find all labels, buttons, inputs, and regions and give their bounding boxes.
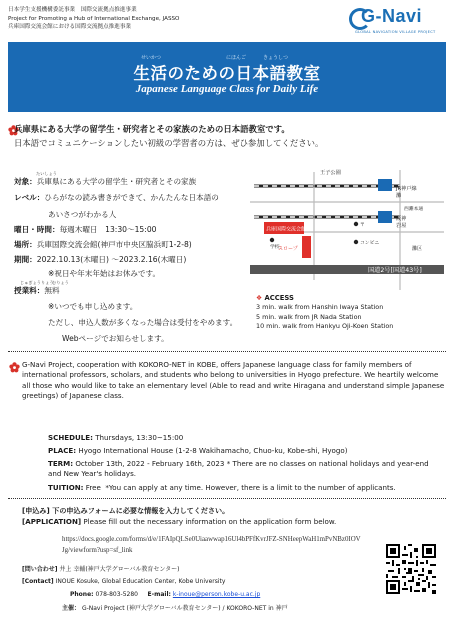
page-title-en: Japanese Language Class for Daily Life bbox=[135, 83, 319, 95]
project-header bbox=[8, 6, 308, 32]
en-term-value: October 13th, 2022 - February 16th, 2023 bbox=[75, 459, 225, 468]
jp-place-value: 兵庫国際交流会館(神戸市中央区脇浜町1-2-8) bbox=[36, 240, 192, 249]
en-term-row bbox=[48, 459, 438, 480]
jp-web-note: Webページでお知らせします。 bbox=[62, 334, 169, 343]
header-line-2: Project for Promoting a Hub of International Exchange, JASSO bbox=[8, 15, 180, 22]
ruby-free: むりょう bbox=[52, 280, 69, 285]
jp-fee-label: 授業料： bbox=[14, 286, 45, 295]
contact-label: [Contact] bbox=[22, 578, 54, 585]
access-title-text: ACCESS bbox=[264, 294, 294, 302]
jp-time-row bbox=[14, 225, 157, 235]
en-tuition-note: *You can apply at any time. However, there is a limit to the number of applicants. bbox=[105, 483, 396, 492]
jp-level-value-1: ひらがなの読み書きができて、かんたんな日本語の bbox=[44, 193, 219, 202]
logo-subtitle: GLOBAL NAVIGATION VILLAGE PROJECT bbox=[355, 30, 436, 34]
apply-en-text: Please fill out the necessary information on the application form below. bbox=[83, 517, 337, 526]
jp-target-value: 兵庫県にある大学の留学生・研究者とその家族 bbox=[36, 177, 197, 186]
email-label: E-mail: bbox=[147, 591, 171, 598]
map-oji-label: 王子公園 bbox=[320, 170, 341, 176]
map-slope-label: スロープ bbox=[278, 246, 298, 252]
application-form-link[interactable]: https://docs.google.com/forms/d/e/1FAIpQLSe0Uiaawwap16Ul4bPFfKvrJFZ-SNHeepWaH1mPvNBz0IOVJg/viewform?usp=sf_link bbox=[62, 536, 361, 554]
map-iwaya-label: 岩屋 bbox=[396, 223, 407, 229]
header-line-1: 日本学生支援機構委託事業 国際交流拠点推進事業 bbox=[8, 7, 137, 13]
jp-period-label: 期間： bbox=[14, 255, 37, 264]
map-route43-label: 国道2号[国道43号] bbox=[368, 267, 422, 274]
section-divider-1 bbox=[8, 351, 446, 352]
en-term-note: * There are no classes on national holidays and year-end and New Year's holidays. bbox=[48, 459, 429, 479]
map-nada-label: 灘 bbox=[396, 193, 402, 199]
ruby-target: たいしょう bbox=[36, 171, 57, 176]
contact-row bbox=[22, 577, 225, 586]
access-line-3: 10 min. walk from Hankyu Oji-Koen Station bbox=[256, 322, 394, 331]
en-intro-paragraph: G-Navi Project, cooperation with KOKORO-NET in KOBE, offers Japanese language class for family members of international professors, scholars, and students who belong to universities in Hyogo prefecture. We heartily welcome all those who would like to take an elementary level (Able to read and write Hiragana and understand simple Japanese greetings) of Japanese class. bbox=[22, 360, 445, 400]
section-divider-2 bbox=[8, 498, 446, 499]
access-title: ❖ ACCESS bbox=[256, 294, 294, 302]
jp-intro-line-1: 兵庫県にある大学の留学生・研究者とその家族のための日本語教室です。 bbox=[14, 124, 290, 134]
en-term-label: TERM: bbox=[48, 459, 74, 468]
logo-text: G-Navi bbox=[361, 6, 423, 26]
jp-time-label: 曜日・時間： bbox=[14, 225, 60, 234]
jp-target-row bbox=[14, 177, 196, 187]
apply-en-label: [APPLICATION] bbox=[22, 517, 82, 526]
jp-apply-note-1: ※いつでも申し込めます。 bbox=[48, 302, 138, 311]
flower-icon-en bbox=[9, 362, 20, 373]
jp-fee-value: 無料 bbox=[44, 286, 60, 295]
map-jr-label: JR神戸線 bbox=[396, 186, 417, 192]
map-building-marker bbox=[302, 236, 311, 258]
jp-intro-line-2: 日本語でコミュニケーションしたい初級の学習者の方は、ぜひ参加してください。 bbox=[14, 138, 324, 148]
phone-label: Phone: bbox=[70, 591, 94, 598]
map-school-label: 学校 bbox=[270, 245, 280, 250]
page-title-jp: 生活のための日本語教室 bbox=[133, 64, 321, 83]
access-map bbox=[250, 162, 444, 290]
title-ruby-nihongo: にほんご bbox=[226, 55, 247, 61]
access-line-2: 5 min. walk from JR Nada Station bbox=[256, 312, 362, 321]
host-label: 主催： bbox=[62, 605, 81, 612]
apply-jp-line: [申込み] 下の申込みフォームに必要な情報を入力してください。 bbox=[22, 506, 230, 515]
g-navi-logo bbox=[349, 6, 444, 38]
jp-fee-row bbox=[14, 286, 60, 296]
map-conbini-label: コンビニ bbox=[360, 241, 380, 246]
jp-level-label: レベル： bbox=[14, 193, 45, 202]
title-ruby-seikatsu: せいかつ bbox=[141, 55, 162, 61]
jp-period-row bbox=[14, 255, 186, 265]
jp-period-value: 2022.10.13(木曜日) ～2023.2.16(木曜日) bbox=[36, 255, 187, 264]
jp-apply-note-2: ただし、申込人数が多くなった場合は受付をやめます。 bbox=[48, 318, 238, 327]
phone-email-row bbox=[70, 590, 260, 599]
inquiry-row bbox=[22, 565, 179, 574]
jp-place-label: 場所： bbox=[14, 240, 37, 249]
en-tuition-value: Free bbox=[85, 483, 101, 492]
title-banner bbox=[8, 42, 446, 112]
ruby-fee: じゅぎょうりょう bbox=[20, 280, 54, 285]
map-post-label: 〒 bbox=[360, 223, 365, 228]
host-row bbox=[62, 604, 288, 613]
en-schedule-value: Thursdays, 13:30~15:00 bbox=[95, 433, 184, 442]
application-section bbox=[22, 505, 442, 527]
title-ruby-kyoushitsu: きょうしつ bbox=[263, 55, 289, 61]
inquiry-value: 井上 幸輔(神戸大学グローバル教育センター) bbox=[59, 566, 180, 573]
header-line-3: 兵庫国際交流会館における国際交流拠点推進事業 bbox=[8, 24, 132, 31]
en-place-row bbox=[48, 446, 347, 456]
inquiry-label: [問い合わせ] bbox=[22, 566, 58, 573]
phone-value: 078-803-5280 bbox=[95, 591, 138, 598]
en-place-value: Hyogo International House (1-2-8 Wakihamacho, Chuo-ku, Kobe-shi, Hyogo) bbox=[78, 446, 348, 455]
map-bridge-label: 西灘本通 bbox=[404, 207, 424, 212]
jp-place-row bbox=[14, 240, 192, 250]
map-nada-ward-label: 灘区 bbox=[412, 246, 423, 252]
access-line-1: 3 min. walk from Hanshin Iwaya Station bbox=[256, 303, 384, 312]
host-value: G-Navi Project (神戸大学グローバル教育センター) / KOKORO-NET in 神戸 bbox=[81, 605, 288, 612]
jp-target-label: 対象： bbox=[14, 177, 37, 186]
jp-time-value: 毎週木曜日 13:30～15:00 bbox=[59, 225, 157, 234]
access-info bbox=[256, 294, 446, 332]
en-tuition-label: TUITION: bbox=[48, 483, 84, 492]
en-schedule-row bbox=[48, 433, 183, 443]
apply-en-line bbox=[22, 516, 442, 527]
map-hanshin-label: 阪神 bbox=[396, 216, 407, 222]
en-schedule-label: SCHEDULE: bbox=[48, 433, 93, 442]
jp-level-row-2: あいさつがわかる人 bbox=[48, 210, 117, 219]
qr-code-icon[interactable] bbox=[386, 544, 436, 594]
email-link[interactable]: k-inoue@person.kobe-u.ac.jp bbox=[172, 591, 261, 598]
contact-value: INOUE Kosuke, Global Education Center, Kobe University bbox=[55, 578, 226, 585]
jp-intro bbox=[14, 124, 444, 149]
map-building-label: 兵庫国際交流会館 bbox=[266, 226, 307, 233]
jp-level-row bbox=[14, 193, 219, 203]
jp-holiday-note: ※祝日や年末年始はお休みです。 bbox=[48, 269, 161, 278]
en-place-label: PLACE: bbox=[48, 446, 77, 455]
en-tuition-row bbox=[48, 483, 396, 493]
